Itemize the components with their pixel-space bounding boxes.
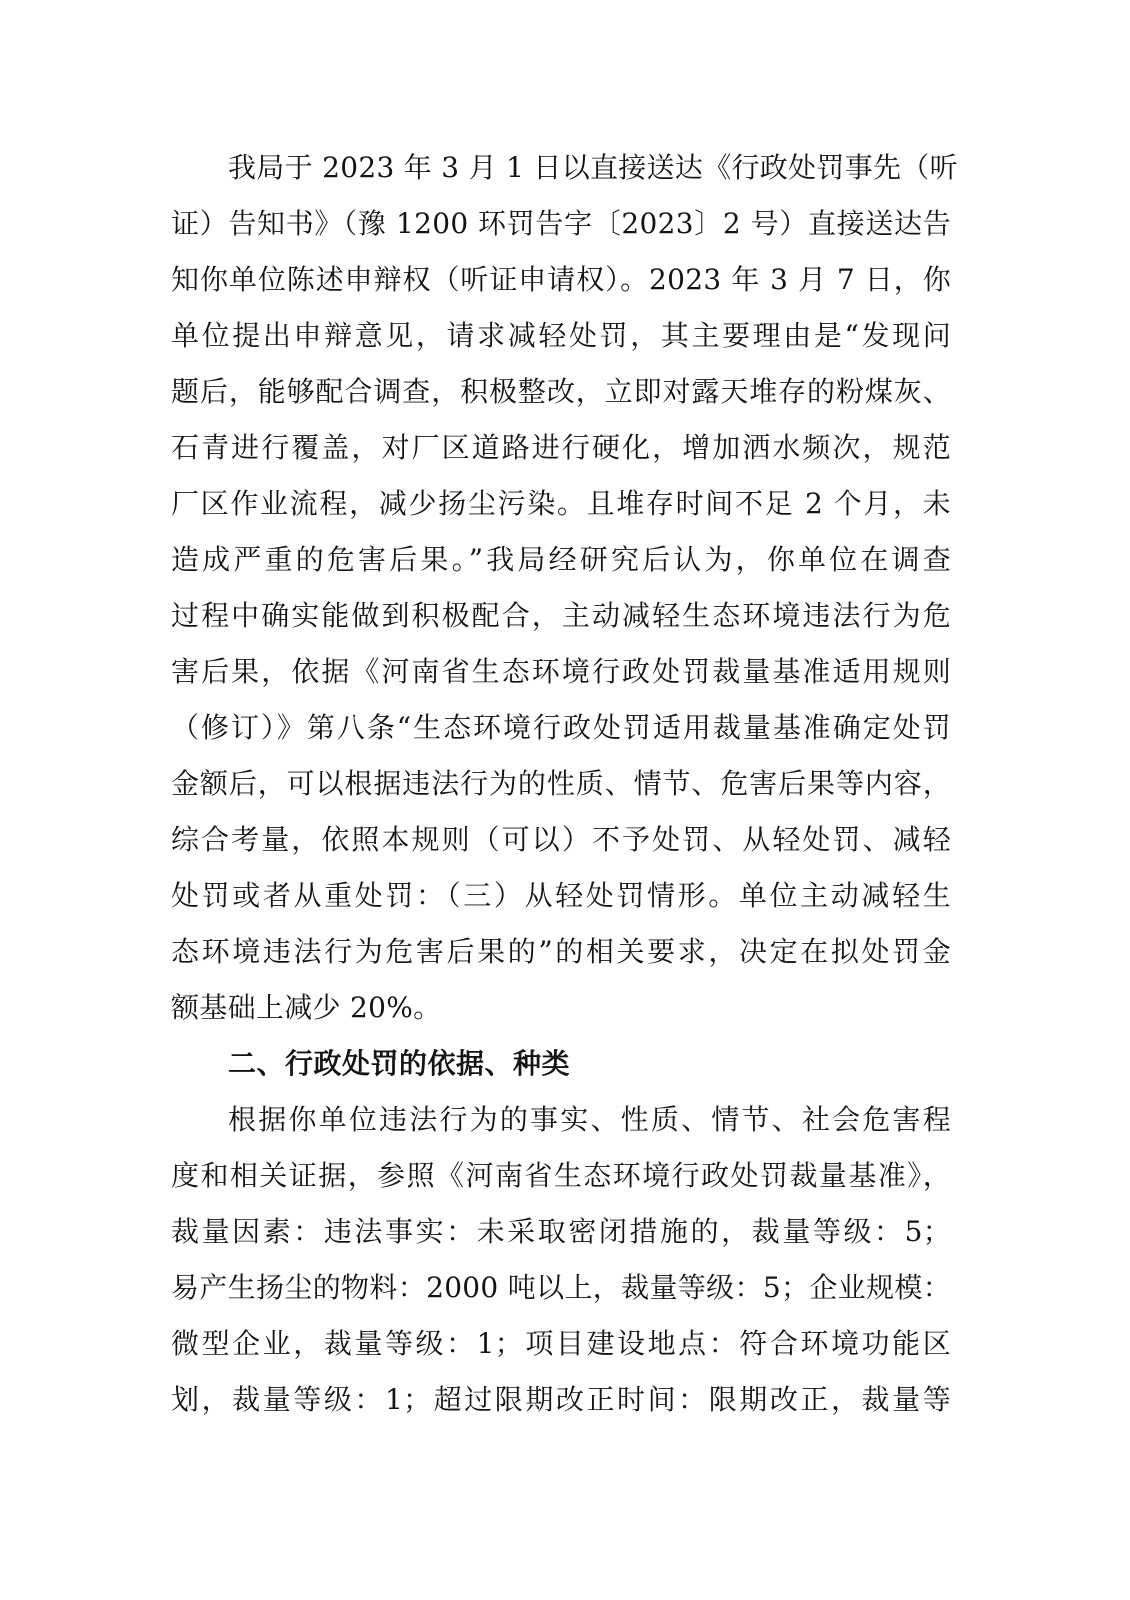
text-line: 度和相关证据，参照《河南省生态环境行政处罚裁量基准》， (171, 1159, 951, 1192)
text-line: 额基础上减少 20%。 (171, 991, 442, 1024)
text-line: 单位提出申辩意见，请求减轻处罚，其主要理由是“发现问 (171, 319, 951, 352)
text-line: 裁量因素：违法事实：未采取密闭措施的，裁量等级：5； (171, 1215, 951, 1248)
text-line: 我局于 2023 年 3 月 1 日以直接送达《行政处罚事先（听 (228, 151, 958, 184)
text-line: 石青进行覆盖，对厂区道路进行硬化，增加洒水频次，规范 (171, 431, 951, 464)
section-heading: 二、行政处罚的依据、种类 (228, 1047, 571, 1080)
text-line: 微型企业，裁量等级：1；项目建设地点：符合环境功能区 (171, 1327, 951, 1360)
text-line: 综合考量，依照本规则（可以）不予处罚、从轻处罚、减轻 (171, 823, 951, 856)
text-line: 厂区作业流程，减少扬尘污染。且堆存时间不足 2 个月，未 (171, 487, 951, 520)
text-line: （修订）》第八条“生态环境行政处罚适用裁量基准确定处罚 (171, 711, 951, 744)
text-line: 证）告知书》（豫 1200 环罚告字〔2023〕2 号）直接送达告 (171, 207, 951, 240)
text-line: 划，裁量等级：1；超过限期改正时间：限期改正，裁量等 (171, 1383, 951, 1416)
text-line: 态环境违法行为危害后果的”的相关要求，决定在拟处罚金 (171, 935, 951, 968)
text-line: 金额后，可以根据违法行为的性质、情节、危害后果等内容， (171, 767, 951, 800)
text-line: 过程中确实能做到积极配合，主动减轻生态环境违法行为危 (171, 599, 951, 632)
text-line: 易产生扬尘的物料：2000 吨以上，裁量等级：5；企业规模： (171, 1271, 951, 1304)
text-line: 题后，能够配合调查，积极整改，立即对露天堆存的粉煤灰、 (171, 375, 951, 408)
text-line: 造成严重的危害后果。”我局经研究后认为，你单位在调查 (171, 543, 951, 576)
text-line: 根据你单位违法行为的事实、性质、情节、社会危害程 (228, 1103, 951, 1136)
text-line: 知你单位陈述申辩权（听证申请权）。2023 年 3 月 7 日，你 (171, 263, 951, 296)
text-line: 处罚或者从重处罚：（三）从轻处罚情形。单位主动减轻生 (171, 879, 951, 912)
text-line: 害后果，依据《河南省生态环境行政处罚裁量基准适用规则 (171, 655, 951, 688)
